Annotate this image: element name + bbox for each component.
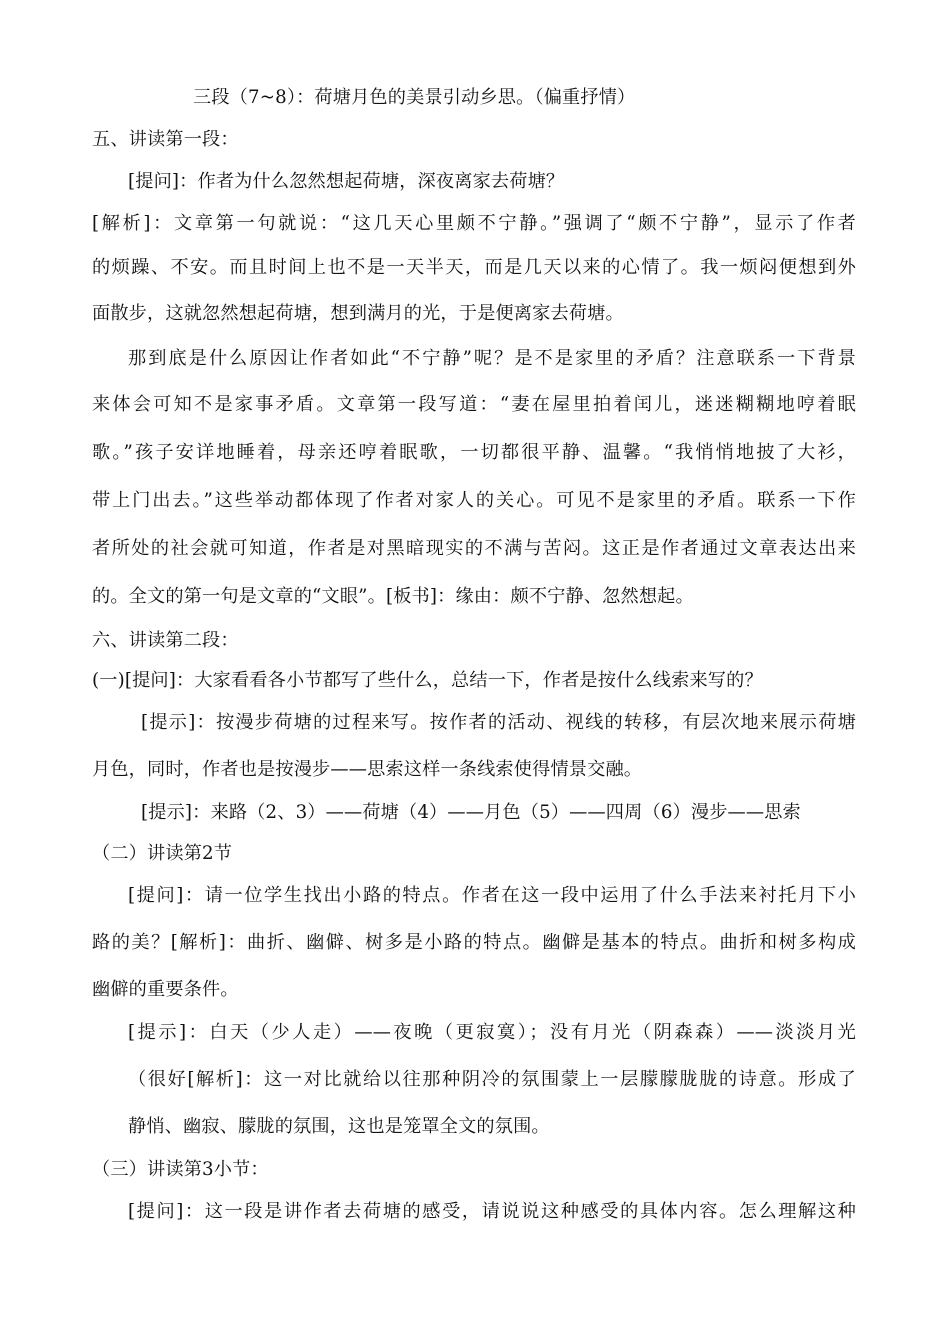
hint-line: [提示]：按漫步荷塘的过程来写。按作者的活动、视线的转移，有层次地来展示荷塘 bbox=[141, 712, 856, 733]
analysis-line: 静悄、幽寂、朦胧的氛围，这也是笼罩全文的氛围。 bbox=[128, 1116, 550, 1137]
paragraph-line: [解析]：文章第一句就说：“这几天心里颇不宁静。”强调了“颇不宁静”，显示了作者 bbox=[92, 213, 856, 234]
paragraph-line: 来体会可知不是家事矛盾。文章第一段写道：“妻在屋里拍着闰儿，迷迷糊糊地哼着眠 bbox=[92, 394, 856, 415]
paragraph-line: 带上门出去。”这些举动都体现了作者对家人的关心。可见不是家里的矛盾。联系一下作 bbox=[92, 490, 856, 511]
paragraph-line: 的。全文的第一句是文章的“文眼”。[板书]：缘由：颇不宁静、忽然想起。 bbox=[92, 586, 694, 607]
hint-line: [提示]：白天（少人走）——夜晚（更寂寞）；没有月光（阴森森）——淡淡月光 bbox=[128, 1022, 856, 1043]
paragraph-line: 路的美？[解析]：曲折、幽僻、树多是小路的特点。幽僻是基本的特点。曲折和树多构成 bbox=[92, 932, 856, 953]
question-line: [提问]：作者为什么忽然想起荷塘，深夜离家去荷塘？ bbox=[128, 171, 565, 192]
paragraph-line: 那到底是什么原因让作者如此“不宁静”呢？是不是家里的矛盾？注意联系一下背景 bbox=[128, 348, 856, 369]
paragraph-line: 面散步，这就忽然想起荷塘，想到满月的光，于是便离家去荷塘。 bbox=[92, 303, 624, 324]
question-line: [提问]：请一位学生找出小路的特点。作者在这一段中运用了什么手法来衬托月下小 bbox=[128, 885, 856, 906]
hint-line: [提示]：来路（2、3）——荷塘（4）——月色（5）——四周（6）漫步——思索 bbox=[141, 802, 801, 823]
subsection-three-heading: （三）讲读第3小节： bbox=[92, 1159, 269, 1180]
paragraph-line: 幽僻的重要条件。 bbox=[92, 979, 239, 1000]
heading-section-six: 六、讲读第二段： bbox=[92, 630, 239, 651]
paragraph-line: 月色，同时，作者也是按漫步——思索这样一条线索使得情景交融。 bbox=[92, 759, 643, 780]
analysis-line: （很好[解析]：这一对比就给以往那种阴冷的氛围蒙上一层朦朦胧胧的诗意。形成了 bbox=[128, 1069, 856, 1090]
subsection-two-heading: （二）讲读第2节 bbox=[92, 843, 233, 864]
paragraph-line: 的烦躁、不安。而且时间上也不是一天半天，而是几天以来的心情了。我一烦闷便想到外 bbox=[92, 257, 856, 278]
subsection-one-question: (一)[提问]：大家看看各小节都写了些什么，总结一下，作者是按什么线索来写的？ bbox=[92, 670, 763, 691]
question-line: [提问]：这一段是讲作者去荷塘的感受，请说说这种感受的具体内容。怎么理解这种 bbox=[128, 1201, 856, 1222]
heading-section-five: 五、讲读第一段： bbox=[92, 129, 239, 150]
paragraph-line: 歌。”孩子安详地睡着，母亲还哼着眠歌，一切都很平静、温馨。“我悄悄地披了大衫， bbox=[92, 442, 856, 463]
paragraph-line: 者所处的社会就可知道，作者是对黑暗现实的不满与苦闷。这正是作者通过文章表达出来 bbox=[92, 538, 856, 559]
section-outline-line: 三段（7~8）：荷塘月色的美景引动乡思。（偏重抒情） bbox=[193, 87, 636, 108]
